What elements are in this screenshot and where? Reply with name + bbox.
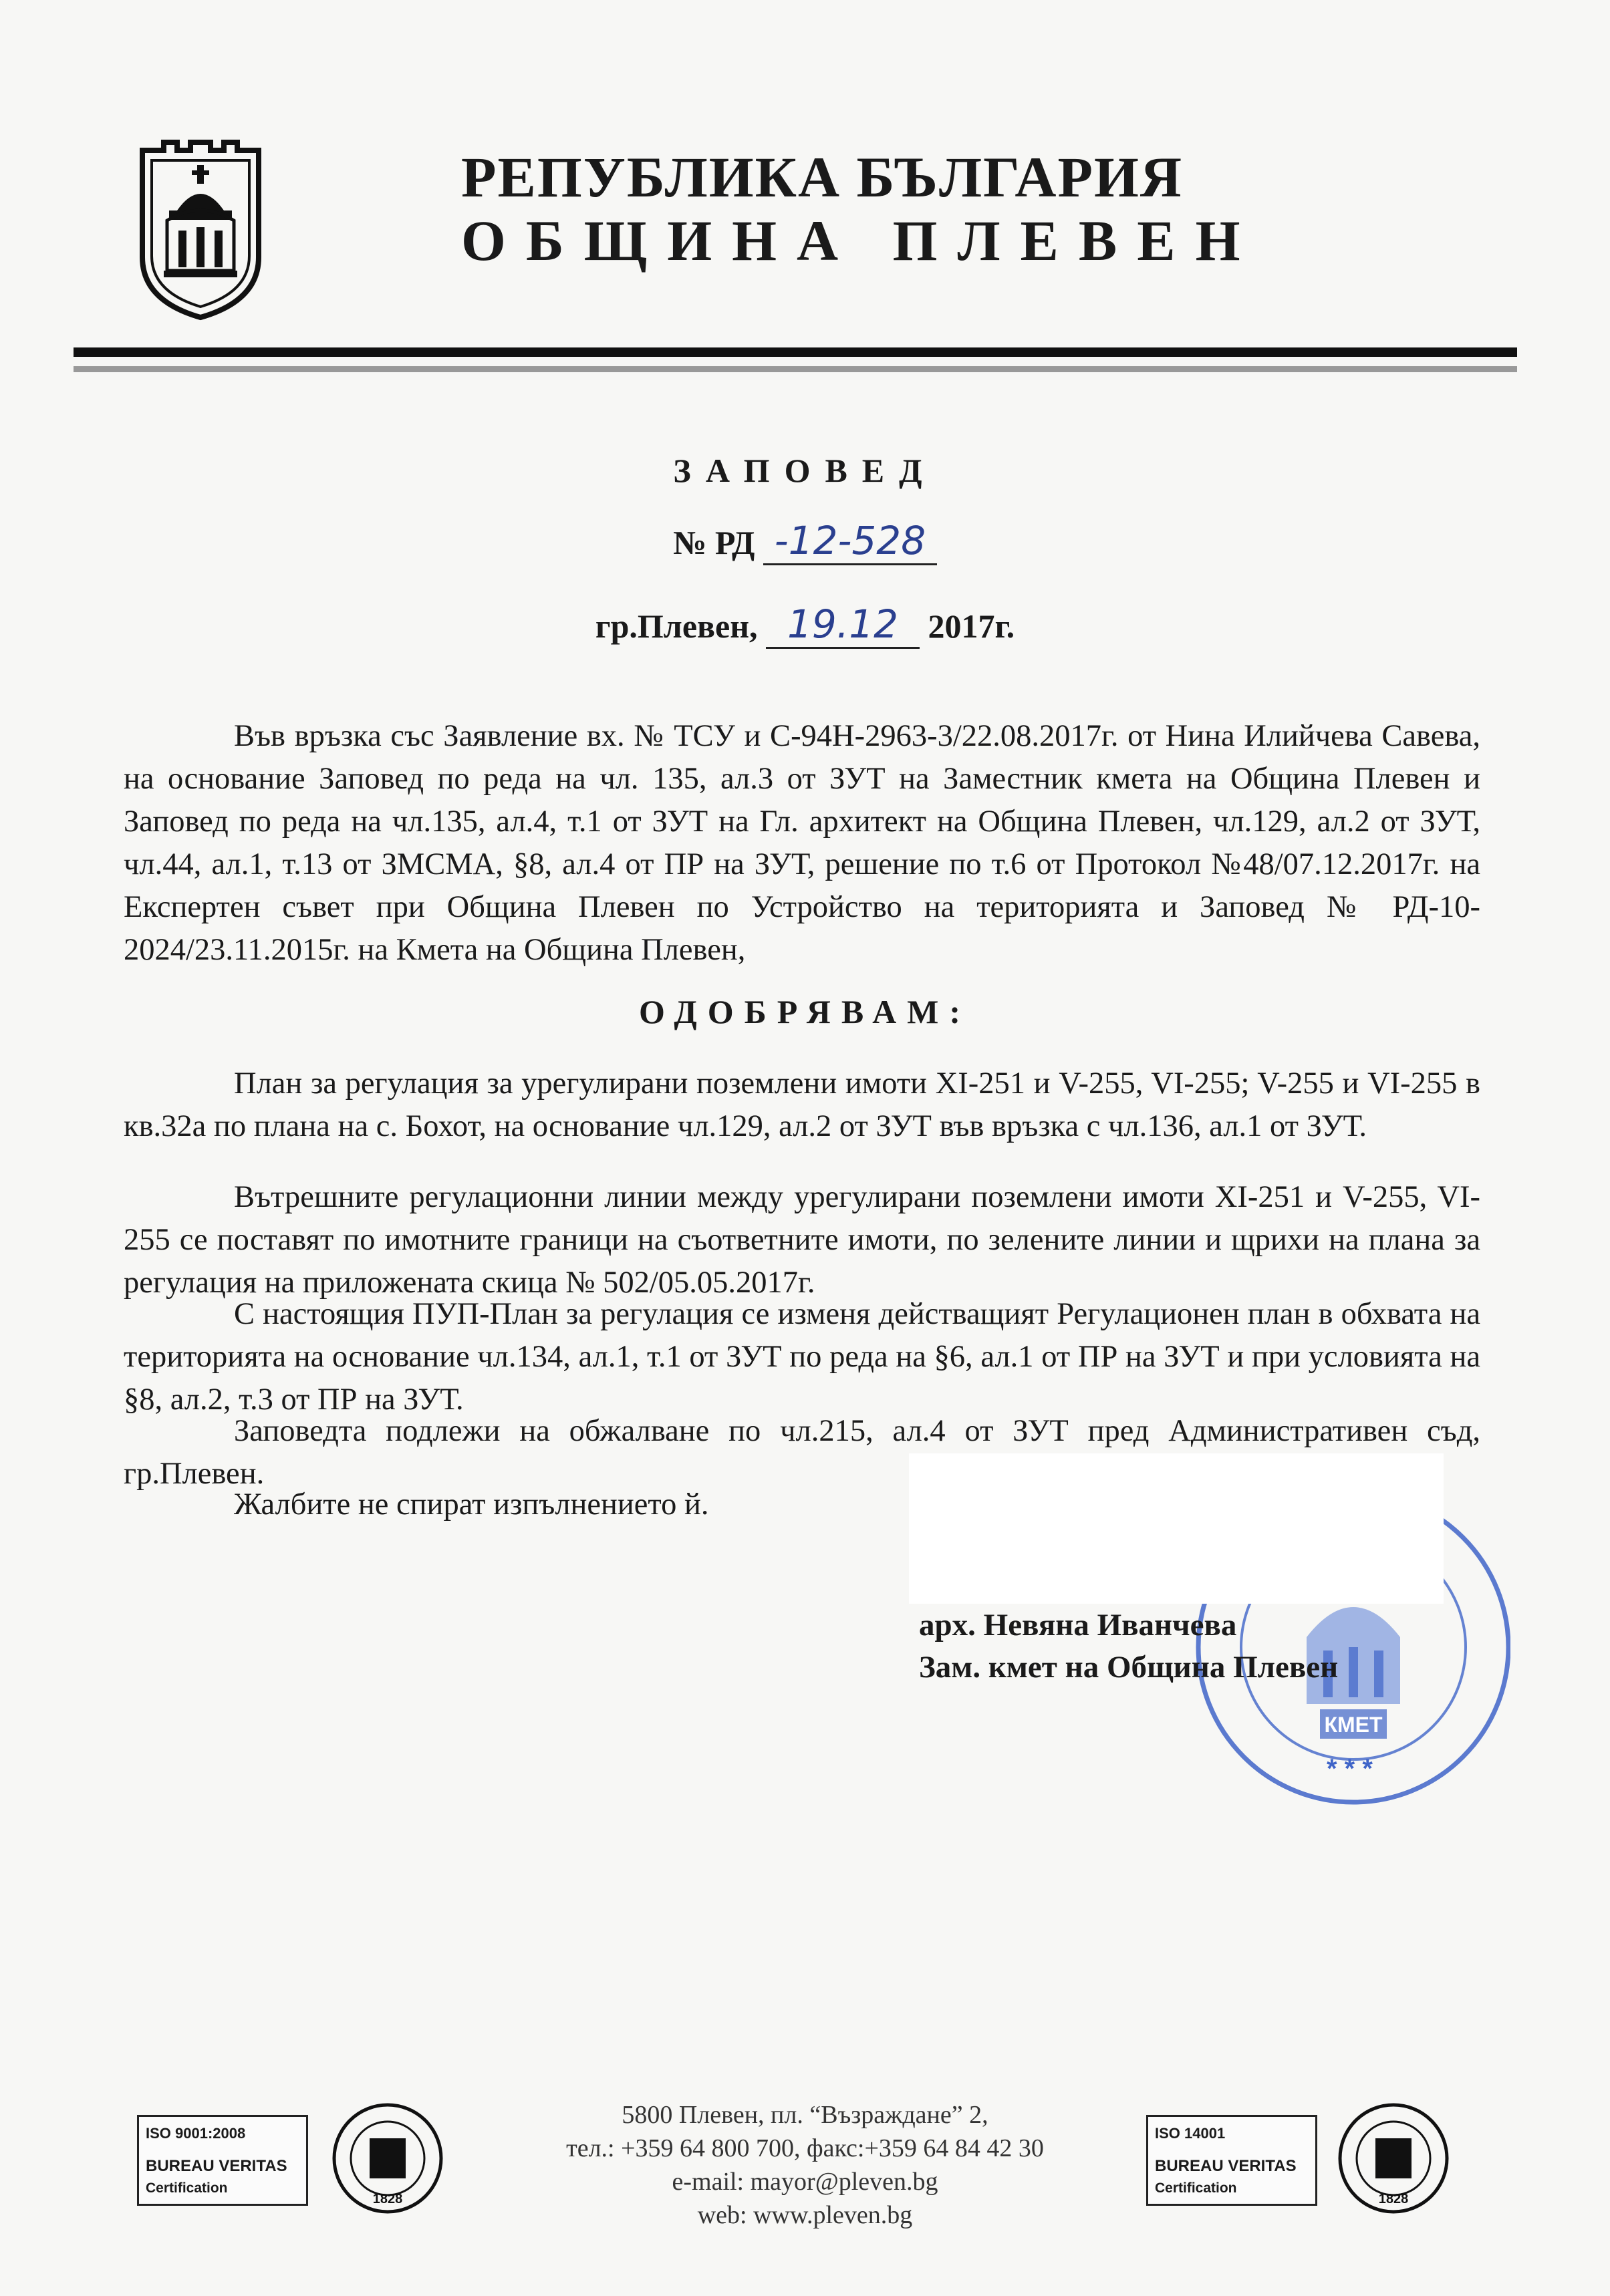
paragraph-appeal: Заповедта подлежи на обжалване по чл.215, ал.4 от ЗУТ пред Административен съд, гр.Плевен. [124, 1414, 1480, 1491]
cert-left-iso: ISO 9001:2008 [146, 2125, 246, 2142]
redaction-box [909, 1453, 1444, 1604]
paragraph-enforcement: Жалбите не спират изпълнението й. [234, 1487, 709, 1522]
iso-certificate-right [1146, 2115, 1317, 2206]
approve-heading: ОДОБРЯВАМ: [638, 993, 972, 1030]
seal-left-year: 1828 [372, 2192, 403, 2206]
cert-right-label: Certification [1155, 2180, 1237, 2196]
cert-left-org: BUREAU VERITAS [146, 2157, 287, 2175]
signatory-position: Зам. кмет на Община Плевен [919, 1650, 1339, 1685]
footer-phone: тел.: +359 64 800 700, факс:+359 64 84 42 30 [566, 2134, 1044, 2162]
svg-text:* * *: * * * [1327, 1754, 1373, 1783]
seal-right-year: 1828 [1378, 2192, 1409, 2206]
header-divider [74, 347, 1517, 357]
intro-paragraph: Във връзка със Заявление вх. № ТСУ и С-94Н-2963-3/22.08.2017г. от Нина Илийчева Савева, на основание Заповед по реда на чл. 135, ал.3 от ЗУТ на Заместник кмета на Община Плевен и Заповед по реда на чл.135, ал.4, т.1 от ЗУТ на Гл. архитект на Община Плевен, чл.129, ал.2 от ЗУТ, чл.44, ал.1, т.13 от ЗМСМА, §8, ал.4 от ПР на ЗУТ, решение по т.6 от Протокол №48/07.12.2017г. на Експертен съвет при Община Плевен по Устройство на територията и Заповед № РД-10-2024/23.11.2015г. на Кмета на Община Плевен, [124, 719, 1480, 967]
paragraph-amendment: С настоящия ПУП-План за регулация се изменя действащият Регулационен план в обхвата на територията на основание чл.134, ал.1, т.1 от ЗУТ по реда на §6, ал.1 от ПР на ЗУТ и при условията на §8, ал.2, т.3 от ПР на ЗУТ. [124, 1297, 1480, 1417]
order-number-line [0, 518, 1610, 565]
footer-email: e-mail: mayor@pleven.bg [672, 2168, 938, 2196]
order-date-handwritten: 19.12 [766, 601, 920, 649]
cert-left-label: Certification [146, 2180, 228, 2196]
order-number-prefix: № РД [673, 524, 755, 561]
order-city: гр.Плевен, [595, 607, 758, 645]
order-number-handwritten: -12-528 [763, 518, 937, 565]
signatory-name: арх. Невяна Иванчева [919, 1608, 1237, 1642]
paragraph-lines: Вътрешните регулационни линии между урегулирани поземлени имоти XI-251 и V-255, VI-255 се поставят по имотните граници на съответните имоти, по зелените линии и щрихи на плана за регулация на приложената скица № 502/05.05.2017г. [124, 1180, 1480, 1300]
footer-address: 5800 Плевен, пл. “Възраждане” 2, [622, 2101, 988, 2129]
order-date-line [0, 601, 1610, 649]
header-municipality: ОБЩИНА ПЛЕВЕН [461, 208, 1260, 273]
cert-right-iso: ISO 14001 [1155, 2125, 1226, 2142]
footer-web: web: www.pleven.bg [697, 2201, 913, 2229]
cert-right-org: BUREAU VERITAS [1155, 2157, 1297, 2175]
paragraph-plan: План за регулация за урегулирани поземлени имоти XI-251 и V-255, VI-255; V-255 и VI-255 в кв.32а по плана на с. Бохот, на основание чл.129, ал.2 от ЗУТ във връзка с чл.136, ал.1 от ЗУТ. [124, 1066, 1480, 1143]
pleven-coat-of-arms-logo [137, 137, 264, 321]
header-republic: РЕПУБЛИКА БЪЛГАРИЯ [461, 145, 1184, 209]
order-year: 2017г. [928, 607, 1015, 645]
stamp-label: КМЕТ [1324, 1713, 1383, 1737]
bureau-veritas-seal-right [1337, 2102, 1450, 2215]
header-divider-secondary [74, 366, 1517, 372]
order-title: ЗАПОВЕД [673, 452, 937, 489]
